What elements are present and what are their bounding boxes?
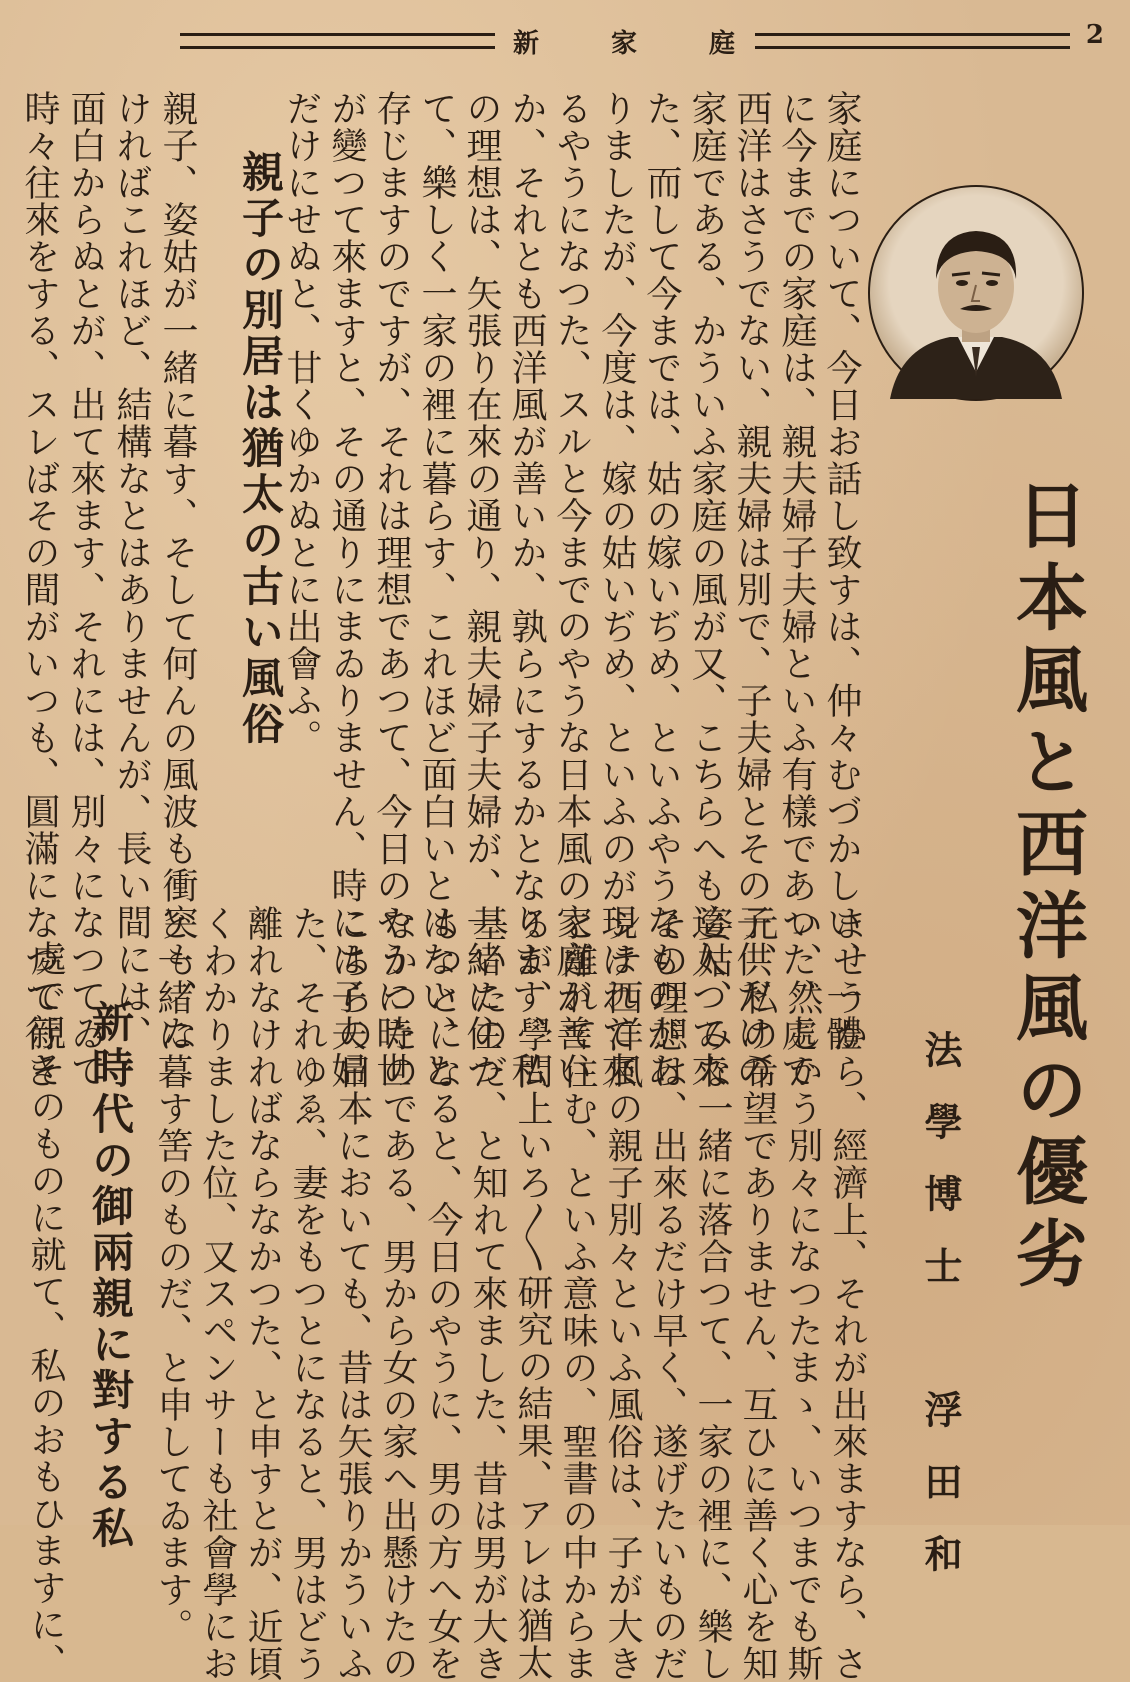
page-number: 2 (1085, 20, 1104, 50)
header-rule-right (755, 33, 1070, 49)
page-header (180, 24, 1070, 58)
body-text-bottom: ませうから、經濟上、それが出來ますなら、さ い、然しかう別々になつたまゝ、いつまでも斯 元、私の希望でありません、互ひに善く心を知 姿姑、みな一緒に落合つて、一家の裡に、樂し その理想は、出來るだけ早く、遂げたいものだ シテ西洋風の親子別々といふ風俗は、子が大き と離れて住む、といふ意味の、聖書の中からま るが、學問上いろ〳〵研究の結果、アレは猶太 基いたのだ、と知れて來ました、昔は男が大き もつとになると、今日のやうに、男の方へ女を なかつたのである、男から女の家へ出懸けたの こちらの日本においても、昔は矢張りかういふ た、それゆゑ、妻をもつとになると、男はどう 離れなければならなかつた、と申すとが、近頃 くわかりました位、又スペンサーも社會學にお と一緒に暮す筈のものだ、と申してゐます。 (152, 905, 868, 1682)
article-title: 日本風と西洋風の優劣 (1004, 478, 1089, 1298)
portrait-illustration (870, 187, 1082, 399)
header-char-2: 家 (611, 28, 640, 59)
header-title (513, 23, 737, 60)
body-text-top: 家庭について、今日お話し致すは、仲々むづかしい、一體 に今までの家庭は、親夫婦子夫婦といふ有樣であつた、處で 西洋はさうでない、親夫婦は別で、子夫婦とその子供だけの 家庭である、かういふ家庭の風が又、こちらへも這入つて來 た、而して今までは、姑の嫁いぢめ、といふやうなものがあ りましたが、今度は、嫁の姑いぢめ、といふのが現はれて來 るやうになつた、スルと今までのやうな日本風の家庭が善い か、それとも西洋風が善いか、孰らにするかとなります、私 の理想は、矢張り在來の通り、親夫婦子夫婦が、一緒に住つ て、樂しく一家の裡に暮らす、これほど面白いとはない、と 存じますのですが、それは理想であつて、今日のやうに時世 が變つて來ますと、その通りにまゐりません、時には子夫婦 だけにせぬと、甘くゆかぬとに出會ふ。 (281, 90, 862, 1089)
header-char-1: 新 (512, 28, 541, 59)
header-char-3: 庭 (709, 28, 738, 59)
header-rule-left (180, 33, 495, 49)
section-heading-2: 新時代の御兩親に對する私 (86, 1000, 135, 1552)
article-author: 法學博士 浮田和 (918, 1030, 963, 1606)
section-heading: 親子の別居は猶太の古い風俗 (236, 150, 285, 748)
body-text-bottom-left: 處で親そのものに就て、私のおもひますに、 (25, 940, 66, 1680)
portrait-icon (868, 185, 1084, 401)
body-text-left-top: 親子、姿姑が一緒に暮す、そして何んの風波も衝突も、な ければこれほど、結構なとはありませんが、長い間には、 面白からぬとが、出て來ます、それには、別々になつてゐて 時々往來をする、スレばその間がいつも、圓滿になつて行き (19, 90, 198, 1089)
